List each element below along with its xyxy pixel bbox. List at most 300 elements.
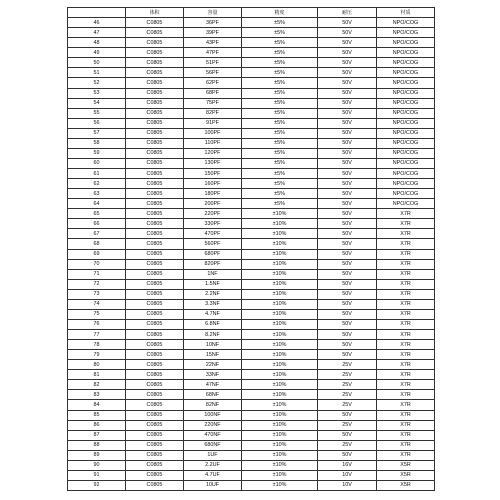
- cell-voltage: 50V: [318, 309, 377, 319]
- cell-material: NPO/COG: [377, 118, 435, 128]
- cell-index: 68: [68, 239, 126, 249]
- cell-tolerance: ±10%: [242, 450, 318, 460]
- cell-tolerance: ±10%: [242, 370, 318, 380]
- cell-capacitance: 4.7UF: [184, 470, 242, 480]
- table-row: [68, 309, 435, 319]
- cell-material: NPO/COG: [377, 28, 435, 38]
- cell-material: X7R: [377, 269, 435, 279]
- cell-voltage: 50V: [318, 229, 377, 239]
- cell-package: C0805: [126, 179, 184, 189]
- cell-package: C0805: [126, 249, 184, 259]
- cell-capacitance: 36PF: [184, 18, 242, 28]
- cell-capacitance: 56PF: [184, 68, 242, 78]
- cell-material: X7R: [377, 239, 435, 249]
- cell-capacitance: 39PF: [184, 28, 242, 38]
- cell-voltage: 50V: [318, 78, 377, 88]
- cell-voltage: 50V: [318, 158, 377, 168]
- cell-material: X7R: [377, 430, 435, 440]
- cell-package: C0805: [126, 279, 184, 289]
- cell-material: X7R: [377, 390, 435, 400]
- cell-voltage: 25V: [318, 440, 377, 450]
- cell-tolerance: ±10%: [242, 229, 318, 239]
- cell-tolerance: ±10%: [242, 390, 318, 400]
- cell-material: NPO/COG: [377, 199, 435, 209]
- cell-voltage: 50V: [318, 410, 377, 420]
- cell-capacitance: 2.2UF: [184, 460, 242, 470]
- cell-material: X7R: [377, 259, 435, 269]
- cell-tolerance: ±10%: [242, 219, 318, 229]
- cell-tolerance: ±10%: [242, 239, 318, 249]
- cell-index: 53: [68, 88, 126, 98]
- cell-index: 83: [68, 390, 126, 400]
- cell-index: 64: [68, 199, 126, 209]
- cell-package: C0805: [126, 350, 184, 360]
- cell-package: C0805: [126, 330, 184, 340]
- cell-tolerance: ±10%: [242, 249, 318, 259]
- cell-package: C0805: [126, 299, 184, 309]
- cell-voltage: 50V: [318, 249, 377, 259]
- cell-material: NPO/COG: [377, 18, 435, 28]
- table-row: [68, 350, 435, 360]
- cell-capacitance: 62PF: [184, 78, 242, 88]
- cell-capacitance: 110PF: [184, 138, 242, 148]
- cell-index: 77: [68, 330, 126, 340]
- cell-index: 55: [68, 108, 126, 118]
- cell-material: X5R: [377, 460, 435, 470]
- cell-material: NPO/COG: [377, 128, 435, 138]
- table-row: [68, 98, 435, 108]
- cell-voltage: 50V: [318, 279, 377, 289]
- cell-package: C0805: [126, 259, 184, 269]
- cell-tolerance: ±5%: [242, 108, 318, 118]
- cell-tolerance: ±5%: [242, 118, 318, 128]
- cell-tolerance: ±5%: [242, 179, 318, 189]
- cell-package: C0805: [126, 219, 184, 229]
- cell-package: C0805: [126, 410, 184, 420]
- cell-package: C0805: [126, 480, 184, 490]
- table-row: [68, 108, 435, 118]
- cell-capacitance: 820PF: [184, 259, 242, 269]
- cell-index: 82: [68, 380, 126, 390]
- cell-voltage: 50V: [318, 350, 377, 360]
- cell-package: C0805: [126, 48, 184, 58]
- cell-material: X7R: [377, 330, 435, 340]
- table-row: [68, 319, 435, 329]
- cell-tolerance: ±10%: [242, 209, 318, 219]
- cell-package: C0805: [126, 319, 184, 329]
- cell-material: X7R: [377, 279, 435, 289]
- table-row: [68, 239, 435, 249]
- cell-voltage: 50V: [318, 299, 377, 309]
- cell-index: 87: [68, 430, 126, 440]
- cell-voltage: 50V: [318, 169, 377, 179]
- cell-package: C0805: [126, 169, 184, 179]
- cell-tolerance: ±10%: [242, 410, 318, 420]
- cell-index: 84: [68, 400, 126, 410]
- cell-tolerance: ±5%: [242, 138, 318, 148]
- table-header-row: [68, 8, 435, 18]
- cell-tolerance: ±10%: [242, 400, 318, 410]
- cell-tolerance: ±5%: [242, 98, 318, 108]
- cell-tolerance: ±10%: [242, 289, 318, 299]
- cell-material: X7R: [377, 370, 435, 380]
- cell-voltage: 50V: [318, 430, 377, 440]
- cell-index: 60: [68, 158, 126, 168]
- cell-index: 50: [68, 58, 126, 68]
- cell-tolerance: ±5%: [242, 78, 318, 88]
- table-row: [68, 289, 435, 299]
- cell-voltage: 50V: [318, 48, 377, 58]
- cell-material: X7R: [377, 340, 435, 350]
- cell-voltage: 50V: [318, 108, 377, 118]
- cell-capacitance: 6.8NF: [184, 319, 242, 329]
- cell-capacitance: 220PF: [184, 209, 242, 219]
- table-row: [68, 78, 435, 88]
- table-row: [68, 360, 435, 370]
- table-row: [68, 340, 435, 350]
- capacitor-spec-sheet: [67, 7, 434, 491]
- cell-tolerance: ±5%: [242, 199, 318, 209]
- cell-index: 75: [68, 309, 126, 319]
- cell-tolerance: ±5%: [242, 28, 318, 38]
- cell-capacitance: 100PF: [184, 128, 242, 138]
- cell-tolerance: ±10%: [242, 430, 318, 440]
- cell-material: NPO/COG: [377, 179, 435, 189]
- table-row: [68, 68, 435, 78]
- cell-tolerance: ±10%: [242, 440, 318, 450]
- cell-tolerance: ±5%: [242, 18, 318, 28]
- cell-voltage: 50V: [318, 289, 377, 299]
- table-row: [68, 229, 435, 239]
- header-tolerance: 精度: [242, 8, 318, 18]
- cell-package: C0805: [126, 360, 184, 370]
- cell-material: X7R: [377, 309, 435, 319]
- cell-capacitance: 1NF: [184, 269, 242, 279]
- cell-index: 85: [68, 410, 126, 420]
- cell-index: 54: [68, 98, 126, 108]
- cell-index: 56: [68, 118, 126, 128]
- cell-capacitance: 150PF: [184, 169, 242, 179]
- cell-tolerance: ±10%: [242, 309, 318, 319]
- table-row: [68, 390, 435, 400]
- cell-voltage: 25V: [318, 400, 377, 410]
- cell-index: 86: [68, 420, 126, 430]
- table-row: [68, 370, 435, 380]
- cell-voltage: 25V: [318, 370, 377, 380]
- cell-tolerance: ±10%: [242, 480, 318, 490]
- cell-material: NPO/COG: [377, 48, 435, 58]
- cell-voltage: 50V: [318, 199, 377, 209]
- cell-material: X7R: [377, 420, 435, 430]
- cell-material: X7R: [377, 229, 435, 239]
- table-row: [68, 219, 435, 229]
- cell-capacitance: 4.7NF: [184, 309, 242, 319]
- cell-tolerance: ±10%: [242, 299, 318, 309]
- cell-tolerance: ±10%: [242, 470, 318, 480]
- cell-voltage: 50V: [318, 209, 377, 219]
- cell-capacitance: 120PF: [184, 148, 242, 158]
- cell-voltage: 50V: [318, 118, 377, 128]
- header-voltage: 耐压: [318, 8, 377, 18]
- capacitor-table: [67, 7, 435, 491]
- cell-voltage: 50V: [318, 319, 377, 329]
- cell-material: NPO/COG: [377, 68, 435, 78]
- table-row: [68, 410, 435, 420]
- cell-package: C0805: [126, 470, 184, 480]
- cell-index: 80: [68, 360, 126, 370]
- cell-package: C0805: [126, 370, 184, 380]
- cell-package: C0805: [126, 440, 184, 450]
- cell-index: 48: [68, 38, 126, 48]
- cell-tolerance: ±5%: [242, 38, 318, 48]
- cell-index: 57: [68, 128, 126, 138]
- cell-capacitance: 200PF: [184, 199, 242, 209]
- table-row: [68, 269, 435, 279]
- cell-tolerance: ±10%: [242, 380, 318, 390]
- cell-voltage: 25V: [318, 360, 377, 370]
- cell-capacitance: 330PF: [184, 219, 242, 229]
- cell-material: X7R: [377, 380, 435, 390]
- cell-voltage: 50V: [318, 28, 377, 38]
- cell-index: 58: [68, 138, 126, 148]
- cell-material: X5R: [377, 480, 435, 490]
- cell-index: 88: [68, 440, 126, 450]
- cell-material: X7R: [377, 249, 435, 259]
- cell-index: 91: [68, 470, 126, 480]
- cell-voltage: 16V: [318, 460, 377, 470]
- table-row: [68, 88, 435, 98]
- cell-tolerance: ±10%: [242, 340, 318, 350]
- cell-voltage: 50V: [318, 189, 377, 199]
- cell-tolerance: ±5%: [242, 148, 318, 158]
- cell-package: C0805: [126, 138, 184, 148]
- cell-voltage: 50V: [318, 340, 377, 350]
- cell-tolerance: ±10%: [242, 279, 318, 289]
- cell-index: 70: [68, 259, 126, 269]
- table-row: [68, 38, 435, 48]
- cell-index: 47: [68, 28, 126, 38]
- cell-tolerance: ±5%: [242, 48, 318, 58]
- cell-package: C0805: [126, 390, 184, 400]
- cell-package: C0805: [126, 340, 184, 350]
- cell-tolerance: ±5%: [242, 158, 318, 168]
- cell-index: 90: [68, 460, 126, 470]
- cell-index: 73: [68, 289, 126, 299]
- cell-capacitance: 82PF: [184, 108, 242, 118]
- cell-package: C0805: [126, 58, 184, 68]
- cell-index: 69: [68, 249, 126, 259]
- cell-tolerance: ±5%: [242, 68, 318, 78]
- table-row: [68, 330, 435, 340]
- cell-index: 59: [68, 148, 126, 158]
- table-row: [68, 28, 435, 38]
- cell-material: X7R: [377, 350, 435, 360]
- header-material: 材质: [377, 8, 435, 18]
- cell-material: X7R: [377, 319, 435, 329]
- cell-package: C0805: [126, 269, 184, 279]
- cell-tolerance: ±5%: [242, 189, 318, 199]
- cell-capacitance: 68PF: [184, 88, 242, 98]
- cell-index: 78: [68, 340, 126, 350]
- cell-capacitance: 680PF: [184, 249, 242, 259]
- table-row: [68, 189, 435, 199]
- table-row: [68, 128, 435, 138]
- cell-voltage: 50V: [318, 128, 377, 138]
- cell-material: X7R: [377, 360, 435, 370]
- cell-material: X7R: [377, 209, 435, 219]
- cell-package: C0805: [126, 148, 184, 158]
- cell-package: C0805: [126, 189, 184, 199]
- table-row: [68, 400, 435, 410]
- cell-material: X7R: [377, 400, 435, 410]
- cell-package: C0805: [126, 420, 184, 430]
- cell-material: NPO/COG: [377, 58, 435, 68]
- cell-material: X7R: [377, 410, 435, 420]
- cell-voltage: 25V: [318, 420, 377, 430]
- cell-capacitance: 2.2NF: [184, 289, 242, 299]
- cell-package: C0805: [126, 28, 184, 38]
- cell-package: C0805: [126, 158, 184, 168]
- cell-voltage: 50V: [318, 88, 377, 98]
- cell-material: NPO/COG: [377, 98, 435, 108]
- cell-voltage: 50V: [318, 38, 377, 48]
- cell-tolerance: ±5%: [242, 58, 318, 68]
- cell-material: X7R: [377, 299, 435, 309]
- cell-material: NPO/COG: [377, 148, 435, 158]
- cell-capacitance: 680NF: [184, 440, 242, 450]
- table-row: [68, 179, 435, 189]
- cell-material: NPO/COG: [377, 189, 435, 199]
- cell-package: C0805: [126, 380, 184, 390]
- cell-package: C0805: [126, 199, 184, 209]
- cell-index: 74: [68, 299, 126, 309]
- cell-package: C0805: [126, 309, 184, 319]
- table-row: [68, 169, 435, 179]
- table-row: [68, 209, 435, 219]
- cell-voltage: 50V: [318, 179, 377, 189]
- cell-package: C0805: [126, 18, 184, 28]
- cell-capacitance: 33NF: [184, 370, 242, 380]
- cell-tolerance: ±10%: [242, 259, 318, 269]
- cell-index: 62: [68, 179, 126, 189]
- cell-capacitance: 130PF: [184, 158, 242, 168]
- cell-capacitance: 51PF: [184, 58, 242, 68]
- cell-index: 79: [68, 350, 126, 360]
- cell-capacitance: 160PF: [184, 179, 242, 189]
- cell-capacitance: 10UF: [184, 480, 242, 490]
- cell-tolerance: ±10%: [242, 330, 318, 340]
- cell-capacitance: 8.2NF: [184, 330, 242, 340]
- cell-index: 67: [68, 229, 126, 239]
- cell-package: C0805: [126, 38, 184, 48]
- cell-capacitance: 43PF: [184, 38, 242, 48]
- cell-tolerance: ±10%: [242, 350, 318, 360]
- cell-voltage: 50V: [318, 239, 377, 249]
- cell-material: X7R: [377, 450, 435, 460]
- cell-tolerance: ±10%: [242, 420, 318, 430]
- cell-package: C0805: [126, 98, 184, 108]
- cell-package: C0805: [126, 450, 184, 460]
- cell-package: C0805: [126, 68, 184, 78]
- cell-material: X7R: [377, 289, 435, 299]
- cell-voltage: 50V: [318, 269, 377, 279]
- cell-voltage: 25V: [318, 380, 377, 390]
- cell-package: C0805: [126, 88, 184, 98]
- cell-index: 51: [68, 68, 126, 78]
- cell-voltage: 50V: [318, 58, 377, 68]
- cell-package: C0805: [126, 118, 184, 128]
- cell-tolerance: ±5%: [242, 169, 318, 179]
- cell-index: 49: [68, 48, 126, 58]
- cell-package: C0805: [126, 289, 184, 299]
- cell-tolerance: ±10%: [242, 360, 318, 370]
- cell-voltage: 50V: [318, 98, 377, 108]
- cell-package: C0805: [126, 78, 184, 88]
- table-row: [68, 299, 435, 309]
- table-row: [68, 158, 435, 168]
- table-row: [68, 199, 435, 209]
- cell-capacitance: 1.5NF: [184, 279, 242, 289]
- cell-voltage: 10V: [318, 470, 377, 480]
- cell-index: 89: [68, 450, 126, 460]
- table-row: [68, 249, 435, 259]
- cell-capacitance: 220NF: [184, 420, 242, 430]
- cell-voltage: 50V: [318, 18, 377, 28]
- cell-material: NPO/COG: [377, 108, 435, 118]
- cell-package: C0805: [126, 229, 184, 239]
- header-package: 体积: [126, 8, 184, 18]
- cell-package: C0805: [126, 209, 184, 219]
- cell-capacitance: 68NF: [184, 390, 242, 400]
- cell-material: X5R: [377, 470, 435, 480]
- cell-voltage: 50V: [318, 219, 377, 229]
- cell-voltage: 50V: [318, 330, 377, 340]
- cell-capacitance: 10NF: [184, 340, 242, 350]
- cell-tolerance: ±5%: [242, 88, 318, 98]
- table-row: [68, 480, 435, 490]
- cell-package: C0805: [126, 128, 184, 138]
- cell-capacitance: 15NF: [184, 350, 242, 360]
- cell-material: X7R: [377, 219, 435, 229]
- cell-voltage: 50V: [318, 148, 377, 158]
- cell-voltage: 50V: [318, 450, 377, 460]
- cell-capacitance: 180PF: [184, 189, 242, 199]
- cell-capacitance: 470NF: [184, 430, 242, 440]
- cell-capacitance: 91PF: [184, 118, 242, 128]
- cell-index: 72: [68, 279, 126, 289]
- cell-material: NPO/COG: [377, 169, 435, 179]
- cell-material: NPO/COG: [377, 158, 435, 168]
- cell-capacitance: 47PF: [184, 48, 242, 58]
- cell-voltage: 50V: [318, 138, 377, 148]
- cell-index: 66: [68, 219, 126, 229]
- cell-index: 61: [68, 169, 126, 179]
- table-row: [68, 470, 435, 480]
- table-row: [68, 460, 435, 470]
- cell-material: NPO/COG: [377, 38, 435, 48]
- table-row: [68, 380, 435, 390]
- header-capacitance: 容量: [184, 8, 242, 18]
- cell-material: X7R: [377, 440, 435, 450]
- cell-tolerance: ±10%: [242, 319, 318, 329]
- cell-capacitance: 470PF: [184, 229, 242, 239]
- cell-tolerance: ±10%: [242, 460, 318, 470]
- cell-index: 76: [68, 319, 126, 329]
- table-row: [68, 450, 435, 460]
- table-row: [68, 148, 435, 158]
- table-row: [68, 259, 435, 269]
- cell-tolerance: ±10%: [242, 269, 318, 279]
